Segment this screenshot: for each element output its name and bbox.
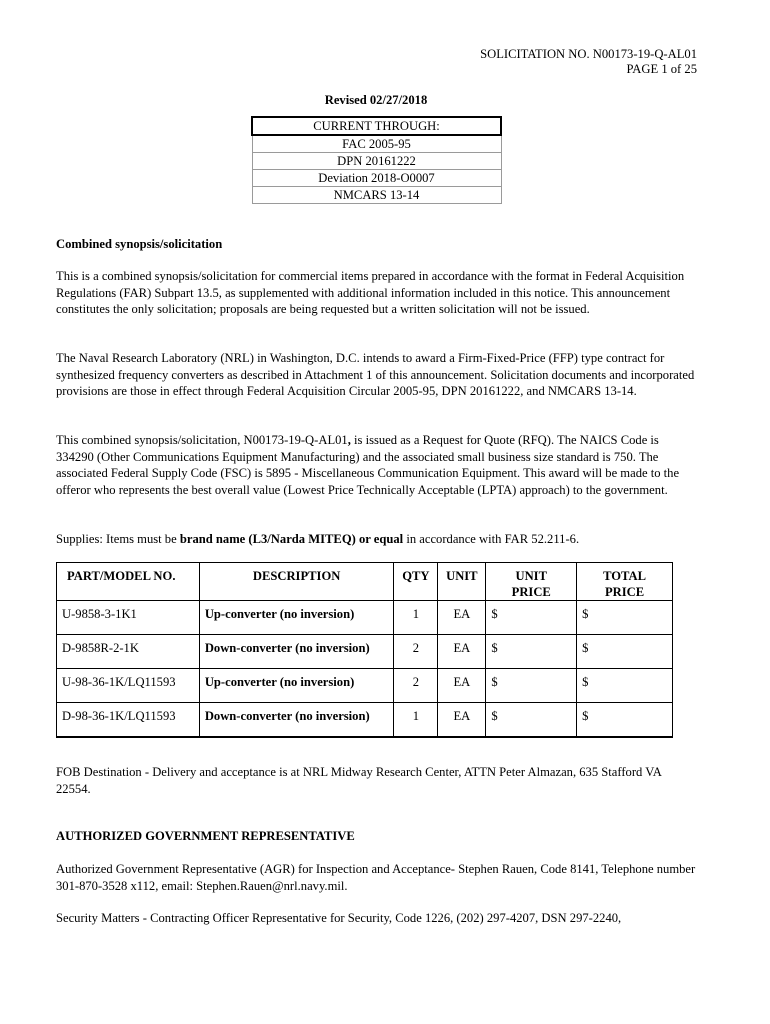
section-heading-agr: AUTHORIZED GOVERNMENT REPRESENTATIVE — [56, 829, 355, 843]
paragraph-rfq — [56, 432, 696, 498]
cell-total-price: $ — [577, 601, 673, 635]
cell-qty: 2 — [394, 635, 438, 669]
items-header-row — [57, 563, 673, 601]
header-description: DESCRIPTION — [199, 563, 394, 601]
cell-unit-price: $ — [486, 601, 577, 635]
header-unit: UNIT — [438, 563, 486, 601]
cell-unit: EA — [438, 601, 486, 635]
header-unit-price-line2: PRICE — [511, 585, 551, 599]
rfq-text-b: is issued as a Request for Quote (RFQ). The NAICS Code is 334290 (Other Communications Equipment Manufacturing) and the associated small business size standard is 750. The associated Federal Supply Code (FSC) is 5895 - Miscellaneous Communication Equipment. This award will be made to the offeror who represents the best overall value (Lowest Price Technically Acceptable (LPTA) approach) to the government. — [56, 433, 680, 497]
items-table — [56, 562, 673, 738]
supplies-text-b: in accordance with FAR 52.211-6. — [403, 532, 580, 546]
cell-unit-price: $ — [486, 669, 577, 703]
cell-total-price: $ — [577, 703, 673, 738]
cell-description: Down-converter (no inversion) — [199, 703, 394, 738]
current-through-row: NMCARS 13-14 — [252, 187, 501, 204]
cell-total-price: $ — [577, 669, 673, 703]
table-row — [57, 635, 673, 669]
header-total-price — [577, 563, 673, 601]
section-heading-synopsis: Combined synopsis/solicitation — [56, 237, 223, 251]
current-through-title: CURRENT THROUGH: — [252, 117, 501, 135]
cell-part: D-9858R-2-1K — [57, 635, 200, 669]
rfq-text-a: This combined synopsis/solicitation, N00173-19-Q-AL01 — [56, 433, 348, 447]
paragraph-supplies — [56, 531, 696, 548]
cell-unit: EA — [438, 669, 486, 703]
solicitation-number: SOLICITATION NO. N00173-19-Q-AL01 — [480, 47, 697, 61]
paragraph-fob: FOB Destination - Delivery and acceptance is at NRL Midway Research Center, ATTN Peter Almazan, 635 Stafford VA 22554. — [56, 765, 662, 796]
page-header — [480, 47, 697, 77]
cell-unit-price: $ — [486, 635, 577, 669]
paragraph-agr: Authorized Government Representative (AGR) for Inspection and Acceptance- Stephen Rauen, Code 8141, Telephone number 301-870-3528 x112, email: Stephen.Rauen@nrl.navy.mil. — [56, 862, 696, 893]
table-row — [57, 601, 673, 635]
header-qty: QTY — [394, 563, 438, 601]
header-total-line2: PRICE — [604, 585, 645, 599]
header-part: PART/MODEL NO. — [57, 563, 200, 601]
cell-qty: 1 — [394, 601, 438, 635]
rfq-comma: , — [347, 433, 351, 447]
cell-qty: 2 — [394, 669, 438, 703]
cell-part: U-9858-3-1K1 — [57, 601, 200, 635]
header-total-line1: TOTAL — [603, 569, 647, 583]
cell-unit: EA — [438, 635, 486, 669]
current-through-row: DPN 20161222 — [252, 153, 501, 170]
cell-description: Up-converter (no inversion) — [199, 669, 394, 703]
header-unit-price — [486, 563, 577, 601]
cell-unit: EA — [438, 703, 486, 738]
supplies-text-a: Supplies: Items must be — [56, 532, 180, 546]
supplies-brand-name: brand name (L3/Narda MITEQ) or equal — [179, 532, 404, 546]
page-number: PAGE 1 of 25 — [626, 62, 697, 76]
cell-unit-price: $ — [486, 703, 577, 738]
paragraph-security: Security Matters - Contracting Officer Representative for Security, Code 1226, (202) 297-4207, DSN 297-2240, — [56, 911, 622, 925]
cell-total-price: $ — [577, 635, 673, 669]
cell-part: D-98-36-1K/LQ11593 — [57, 703, 200, 738]
current-through-row: Deviation 2018-O0007 — [252, 170, 501, 187]
cell-part: U-98-36-1K/LQ11593 — [57, 669, 200, 703]
cell-qty: 1 — [394, 703, 438, 738]
current-through-row: FAC 2005-95 — [252, 135, 501, 153]
cell-description: Down-converter (no inversion) — [199, 635, 394, 669]
current-through-table — [251, 116, 502, 204]
table-row — [57, 703, 673, 738]
paragraph-nrl: The Naval Research Laboratory (NRL) in Washington, D.C. intends to award a Firm-Fixed-Price (FFP) type contract for synthesized frequency converters as described in Attachment 1 of this announcement. Solicitation documents and incorporated provisions are those in effect through Federal Acquisition Circular 2005-95, DPN 20161222, and NMCARS 13-14. — [56, 351, 695, 399]
table-row — [57, 669, 673, 703]
paragraph-intro: This is a combined synopsis/solicitation for commercial items prepared in accordance with the format in Federal Acquisition Regulations (FAR) Subpart 13.5, as supplemented with additional information included in this notice. This announcement constitutes the only solicitation; proposals are being requested but a written solicitation will not be issued. — [56, 269, 685, 317]
header-unit-price-line1: UNIT — [515, 569, 547, 583]
revised-date: Revised 02/27/2018 — [324, 93, 428, 107]
cell-description: Up-converter (no inversion) — [199, 601, 394, 635]
